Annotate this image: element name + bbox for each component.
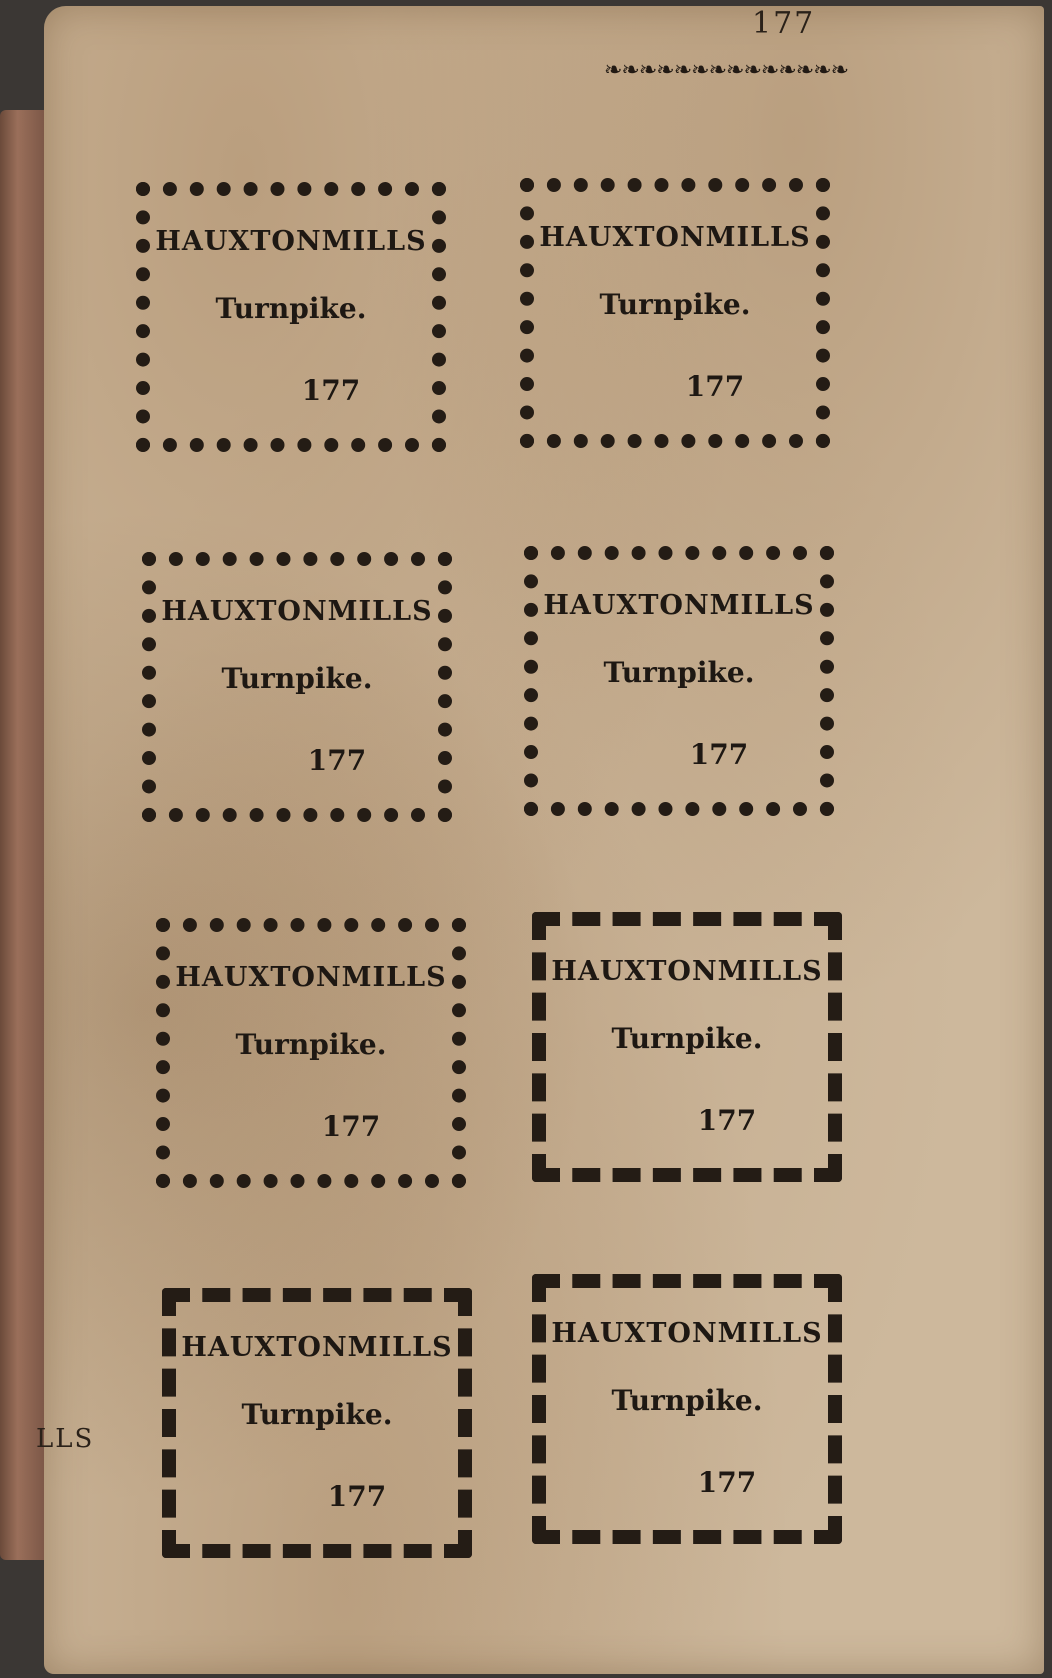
ticket-subtitle: Turnpike. bbox=[215, 292, 367, 325]
printed-page bbox=[36, 6, 1044, 1674]
ticket-title: HAUXTONMILLS bbox=[175, 962, 447, 993]
ticket-subtitle: Turnpike. bbox=[221, 662, 373, 695]
ticket-year: 177 bbox=[685, 370, 745, 403]
ticket-subtitle: Turnpike. bbox=[235, 1028, 387, 1061]
top-partial-ornament-row: ❧❧❧❧❧❧❧❧❧❧❧❧❧❧ bbox=[604, 58, 849, 83]
ticket-year: 177 bbox=[307, 744, 367, 777]
ticket-title: HAUXTONMILLS bbox=[161, 596, 433, 627]
toll-ticket bbox=[162, 1288, 472, 1558]
left-partial-text: LLS bbox=[36, 1424, 95, 1454]
ticket-title: HAUXTONMILLS bbox=[181, 1332, 453, 1363]
toll-ticket bbox=[156, 918, 466, 1188]
toll-ticket bbox=[520, 178, 830, 448]
top-partial-year: 177 bbox=[752, 6, 816, 41]
ticket-year: 177 bbox=[321, 1110, 381, 1143]
ticket-subtitle: Turnpike. bbox=[603, 656, 755, 689]
toll-ticket bbox=[524, 546, 834, 816]
ticket-title: HAUXTONMILLS bbox=[155, 226, 427, 257]
toll-ticket bbox=[136, 182, 446, 452]
toll-ticket bbox=[532, 1274, 842, 1544]
ticket-subtitle: Turnpike. bbox=[611, 1384, 763, 1417]
ticket-year: 177 bbox=[327, 1480, 387, 1513]
ticket-title: HAUXTONMILLS bbox=[551, 956, 823, 987]
toll-ticket bbox=[532, 912, 842, 1182]
ticket-year: 177 bbox=[689, 738, 749, 771]
ticket-year: 177 bbox=[697, 1466, 757, 1499]
ticket-subtitle: Turnpike. bbox=[241, 1398, 393, 1431]
ticket-year: 177 bbox=[697, 1104, 757, 1137]
ticket-year: 177 bbox=[301, 374, 361, 407]
ticket-subtitle: Turnpike. bbox=[611, 1022, 763, 1055]
ticket-subtitle: Turnpike. bbox=[599, 288, 751, 321]
ticket-title: HAUXTONMILLS bbox=[543, 590, 815, 621]
toll-ticket bbox=[142, 552, 452, 822]
ticket-title: HAUXTONMILLS bbox=[539, 222, 811, 253]
ticket-title: HAUXTONMILLS bbox=[551, 1318, 823, 1349]
book-spine-edge bbox=[0, 110, 44, 1560]
